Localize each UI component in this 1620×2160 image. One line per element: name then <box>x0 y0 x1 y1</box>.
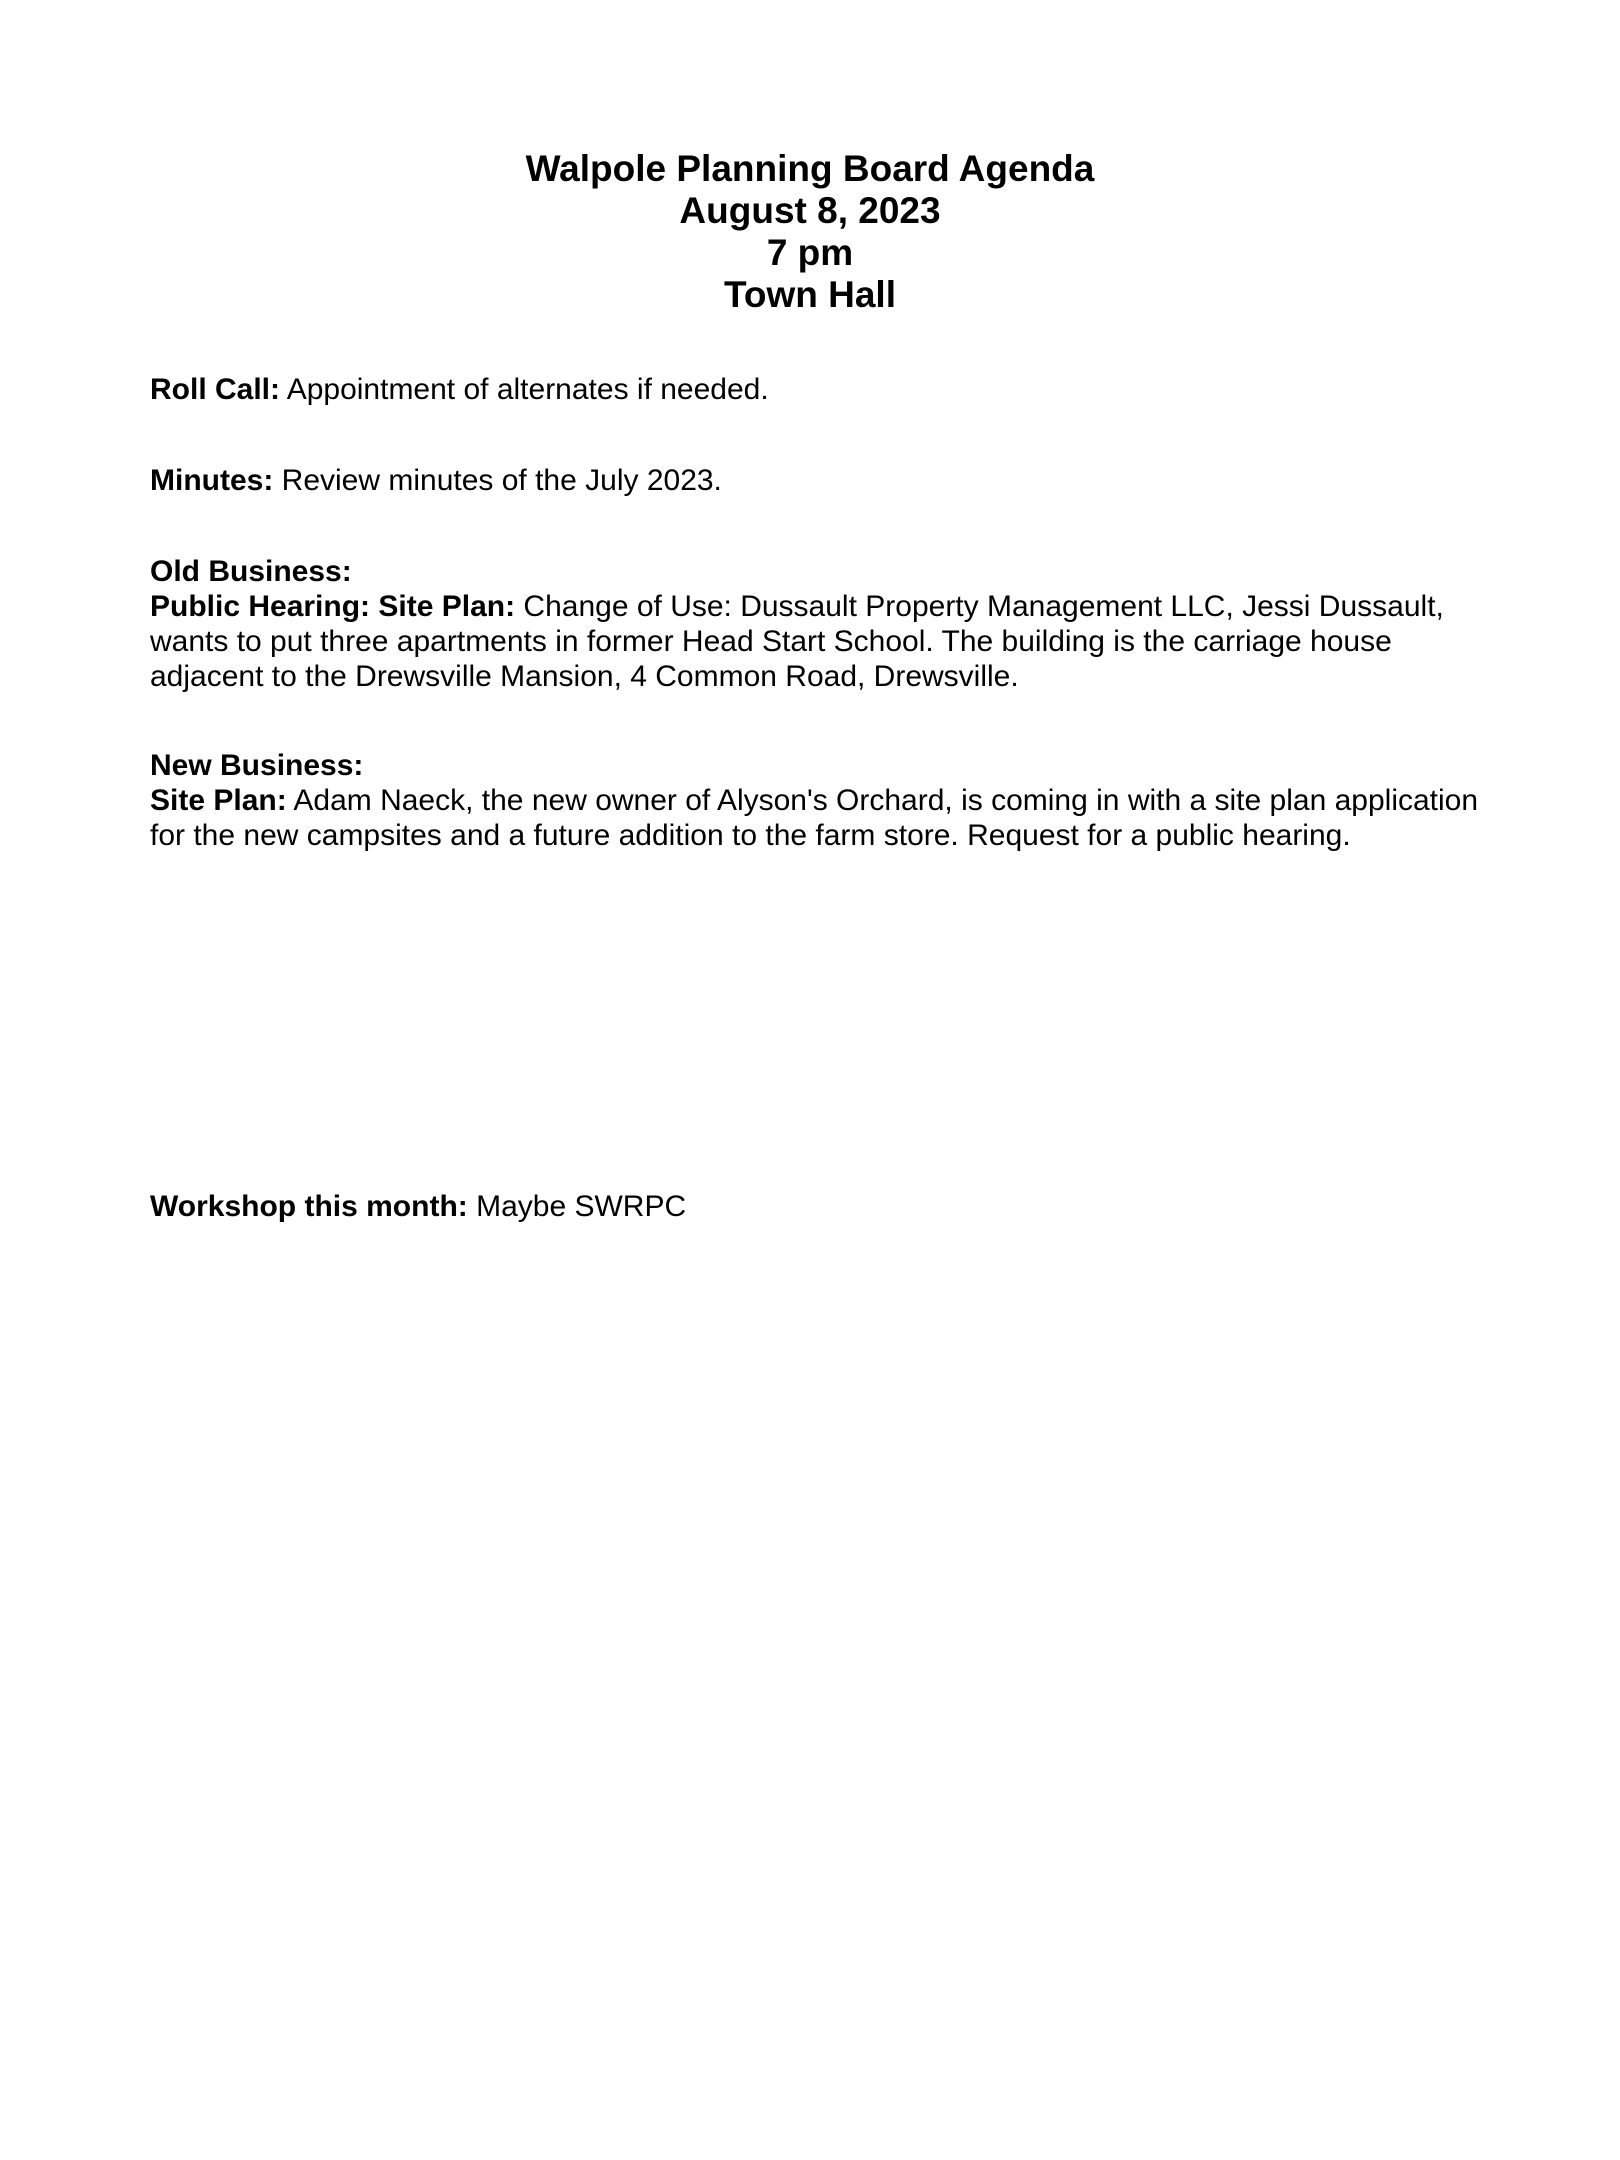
roll-call-section <box>150 372 1480 407</box>
new-business-section <box>150 748 1480 853</box>
roll-call-label: Roll Call: <box>150 373 281 406</box>
old-business-heading: Old Business: <box>150 555 352 588</box>
agenda-header <box>0 148 1620 316</box>
old-business-section <box>150 554 1480 694</box>
new-business-item-label: Site Plan: <box>150 784 287 817</box>
workshop-section <box>150 1189 1480 1224</box>
roll-call-text: Appointment of alternates if needed. <box>280 373 769 406</box>
workshop-label: Workshop this month: <box>150 1190 468 1223</box>
new-business-heading: New Business: <box>150 749 364 782</box>
meeting-time: 7 pm <box>766 232 854 273</box>
new-business-item-text: Adam Naeck, the new owner of Alyson's Orchard, is coming in with a site plan application for the new campsites and a future addition to the farm store. Request for a public hearing. <box>150 784 1479 852</box>
minutes-section <box>150 463 1480 498</box>
meeting-date: August 8, 2023 <box>679 190 941 231</box>
old-business-item-text: Change of Use: Dussault Property Management LLC, Jessi Dussault, wants to put three apartments in former Head Start School. The building is the carriage house adjacent to the Drewsville Mansion, 4 Common Road, Drewsville. <box>150 590 1444 693</box>
minutes-label: Minutes: <box>150 464 274 497</box>
old-business-item-label: Public Hearing: Site Plan: <box>150 590 516 623</box>
minutes-text: Review minutes of the July 2023. <box>273 464 722 497</box>
agenda-title: Walpole Planning Board Agenda <box>525 148 1095 189</box>
workshop-text: Maybe SWRPC <box>467 1190 687 1223</box>
meeting-location: Town Hall <box>724 274 896 315</box>
